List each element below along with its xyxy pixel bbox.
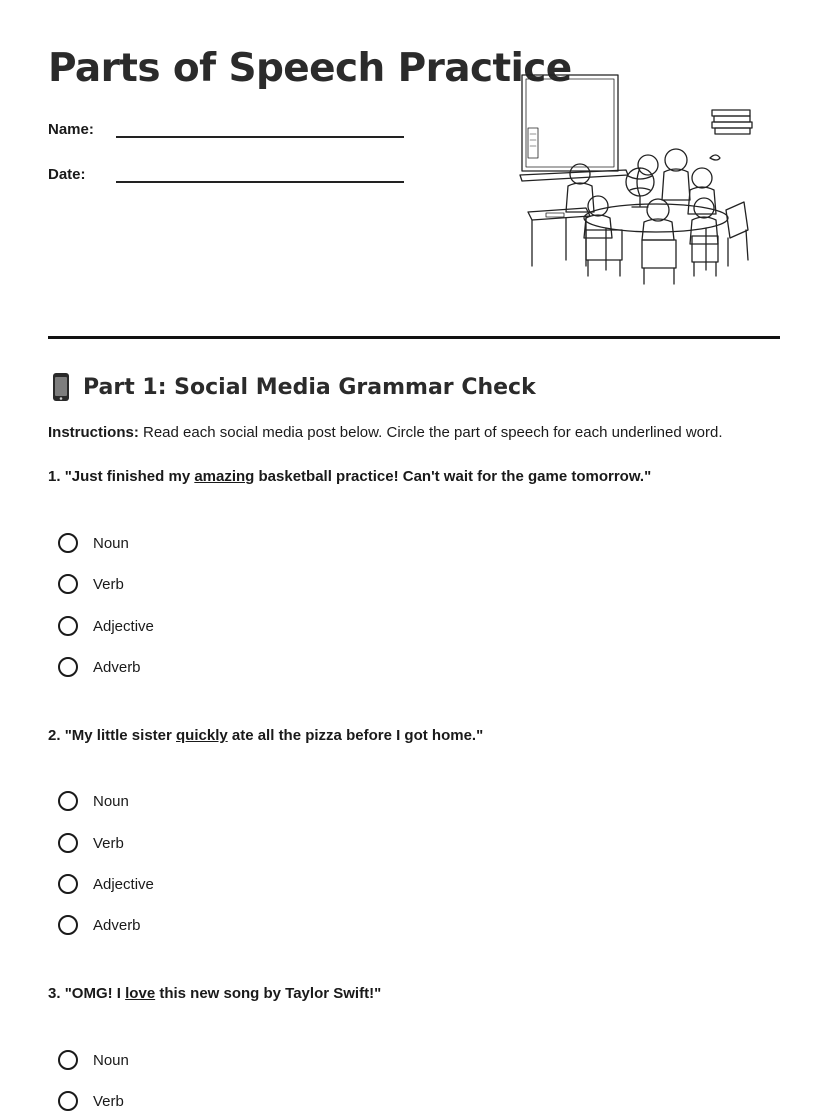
q1-option-adjective[interactable]: [58, 616, 154, 636]
radio-button[interactable]: [58, 915, 78, 935]
mobile-phone-icon: [48, 372, 74, 402]
radio-button[interactable]: [58, 616, 78, 636]
option-label: Noun: [93, 534, 129, 552]
option-label: Adverb: [93, 916, 141, 934]
option-label: Noun: [93, 1051, 129, 1069]
q3-option-verb[interactable]: [58, 1091, 124, 1111]
section-title: [48, 372, 536, 402]
q1-option-noun[interactable]: [58, 533, 129, 553]
radio-button[interactable]: [58, 533, 78, 553]
classroom-illustration: [516, 70, 756, 290]
q2-option-verb[interactable]: [58, 833, 124, 853]
q2-option-adverb[interactable]: [58, 915, 141, 935]
name-field: [48, 116, 404, 138]
date-input-line[interactable]: [116, 161, 404, 183]
option-label: Adverb: [93, 658, 141, 676]
question-number: 1.: [48, 468, 65, 485]
page-title: Parts of Speech Practice: [48, 46, 572, 91]
q2-option-adjective[interactable]: [58, 874, 154, 894]
instructions-text: Read each social media post below. Circle the part of speech for each underlined word.: [138, 424, 723, 441]
question-text-after: ate all the pizza before I got home.": [227, 727, 484, 744]
radio-button[interactable]: [58, 1050, 78, 1070]
question-number: 2.: [48, 727, 65, 744]
question-text-after: basketball practice! Can't wait for the game tomorrow.": [254, 468, 652, 485]
question-text-before: "OMG! I: [64, 985, 126, 1002]
underlined-word: amazing: [194, 468, 255, 485]
option-label: Verb: [93, 575, 124, 593]
instructions: [48, 424, 723, 441]
question-3: [48, 985, 381, 1002]
question-text-before: "My little sister: [64, 727, 177, 744]
q1-option-adverb[interactable]: [58, 657, 141, 677]
section-divider: [48, 336, 780, 339]
question-number: 3.: [48, 985, 65, 1002]
radio-button[interactable]: [58, 791, 78, 811]
section-title-text: Part 1: Social Media Grammar Check: [83, 374, 536, 400]
q3-option-noun[interactable]: [58, 1050, 129, 1070]
radio-button[interactable]: [58, 1091, 78, 1111]
q1-option-verb[interactable]: [58, 574, 124, 594]
question-1: [48, 468, 651, 485]
radio-button[interactable]: [58, 657, 78, 677]
date-field: [48, 161, 404, 183]
underlined-word: quickly: [176, 727, 228, 744]
q2-option-noun[interactable]: [58, 791, 129, 811]
radio-button[interactable]: [58, 574, 78, 594]
underlined-word: love: [125, 985, 156, 1002]
date-label: Date:: [48, 166, 86, 183]
instructions-label: Instructions:: [48, 424, 139, 441]
option-label: Noun: [93, 792, 129, 810]
option-label: Adjective: [93, 617, 154, 635]
question-text-after: this new song by Taylor Swift!": [155, 985, 382, 1002]
question-text-before: "Just finished my: [64, 468, 195, 485]
option-label: Verb: [93, 834, 124, 852]
option-label: Adjective: [93, 875, 154, 893]
question-2: [48, 727, 483, 744]
option-label: Verb: [93, 1092, 124, 1110]
name-input-line[interactable]: [116, 116, 404, 138]
radio-button[interactable]: [58, 874, 78, 894]
name-label: Name:: [48, 121, 94, 138]
radio-button[interactable]: [58, 833, 78, 853]
